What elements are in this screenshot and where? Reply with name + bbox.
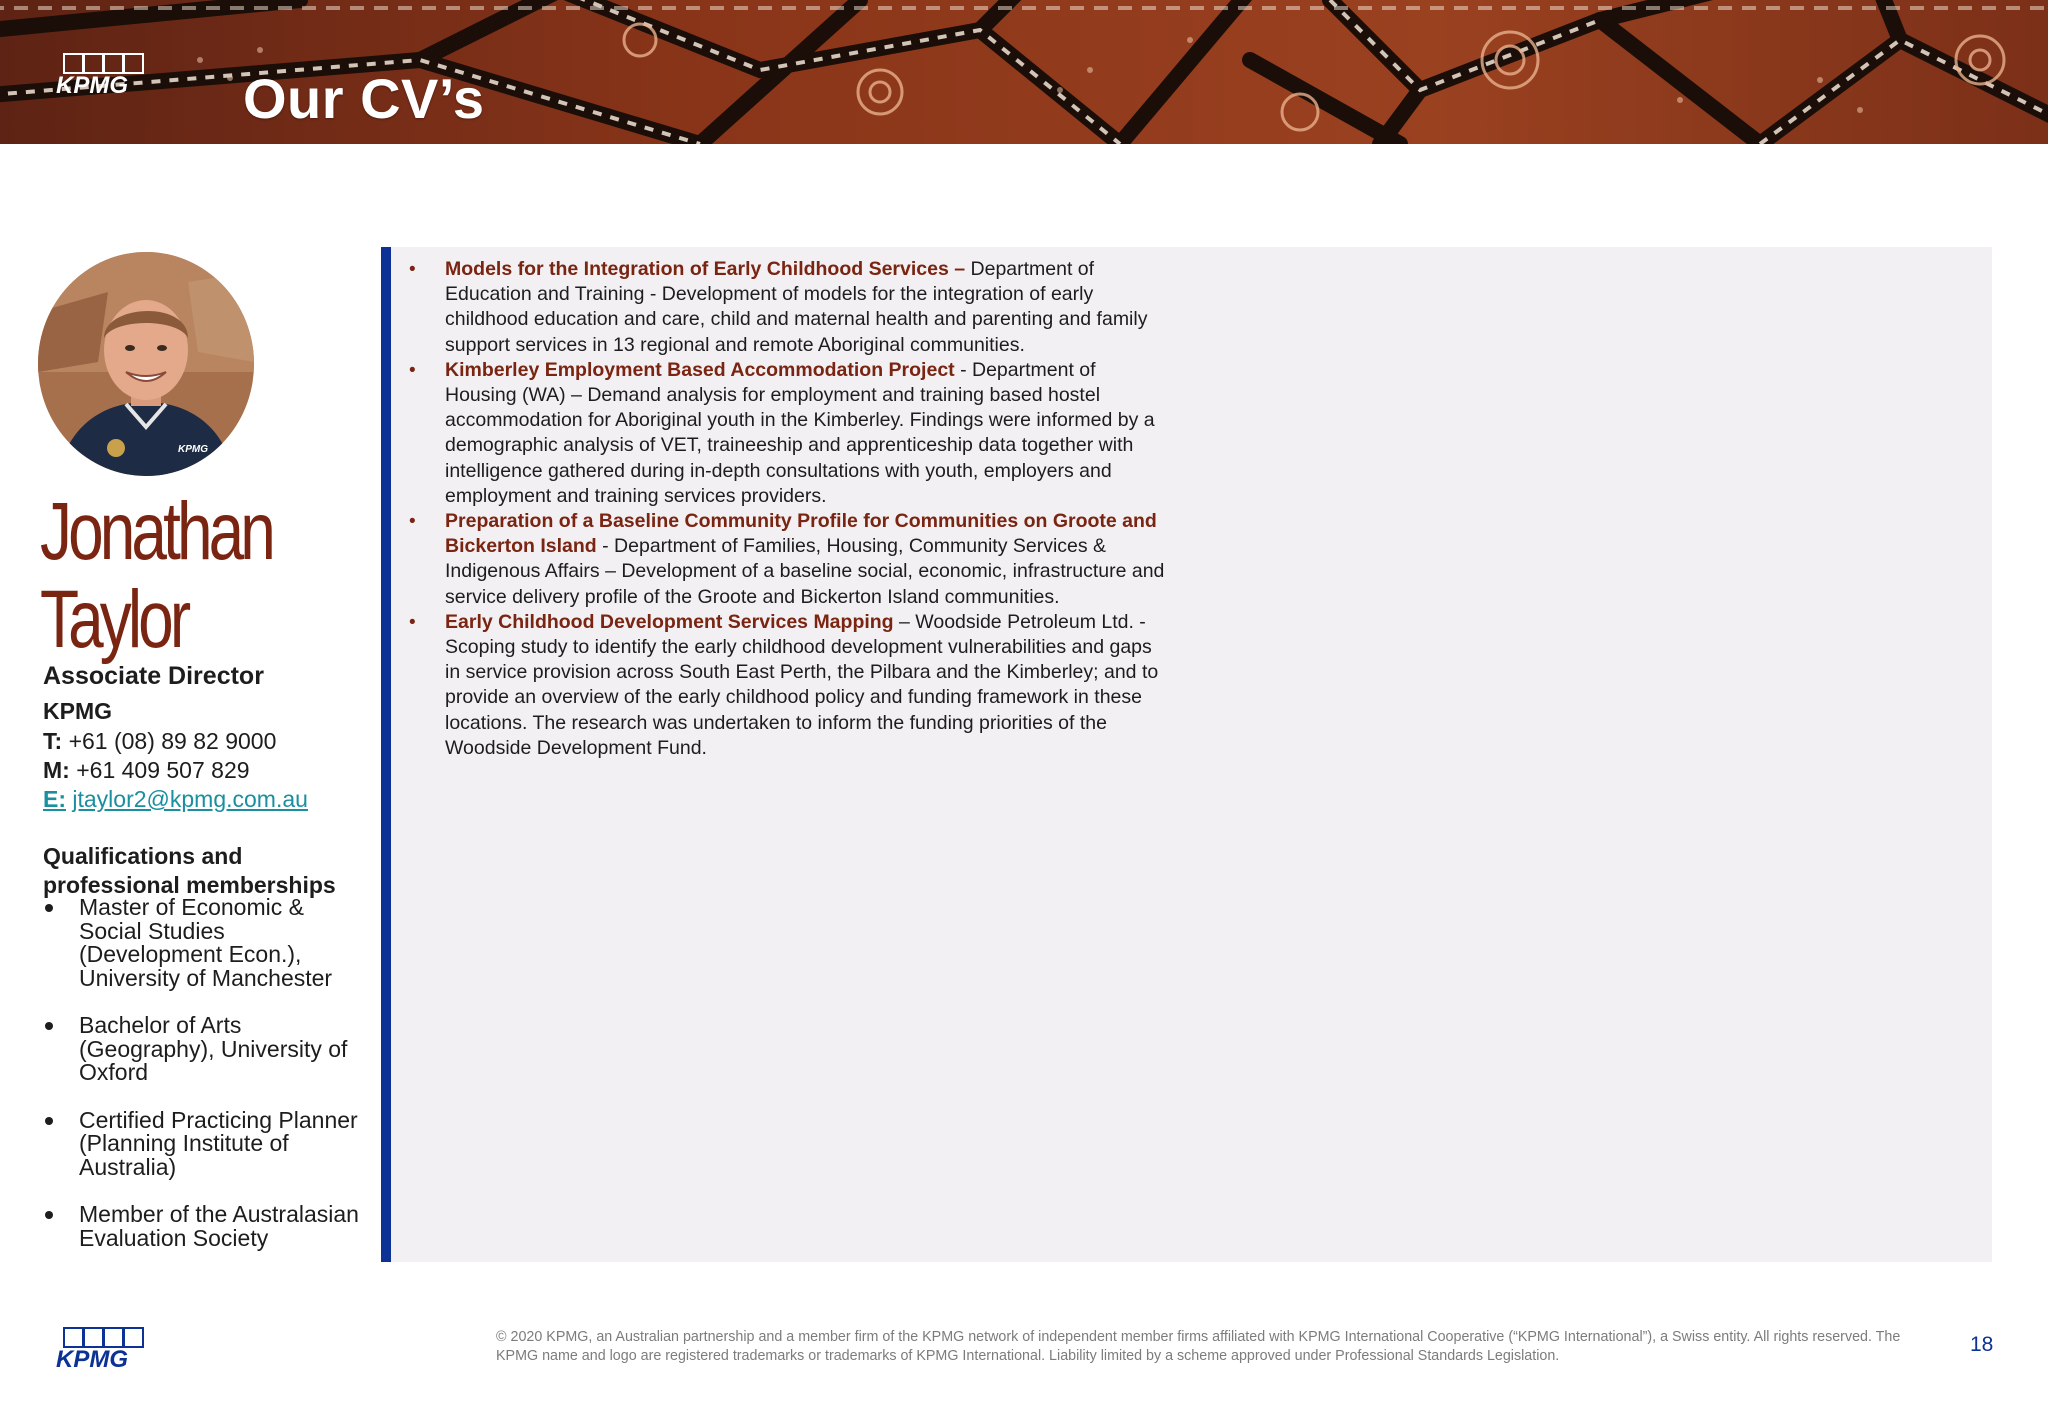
qualifications-heading: Qualifications and professional memberships (43, 843, 336, 898)
phone-label: T: (43, 728, 63, 754)
mobile-label: M: (43, 757, 70, 783)
legal-disclaimer: © 2020 KPMG, an Australian partnership and a member firm of the KPMG network of independent member firms affiliated with KPMG International Cooperative (“KPMG International”), a Swiss entity. All rights reserved. The KPMG name and logo are registered trademarks or trademarks of KPMG International. Liability limited by a scheme approved under Professional Standards Legislation. (496, 1329, 1901, 1364)
qualifications-list (43, 896, 363, 1274)
qualification-item: Bachelor of Arts (Geography), University of Oxford (43, 1014, 363, 1085)
footer-kpmg-logo (54, 1326, 154, 1375)
page-title: Our CV’s (243, 67, 485, 130)
kpmg-logo-text: KPMG (56, 72, 128, 96)
project-description: – Woodside Petroleum Ltd. - Scoping study to identify the early childhood development vulnerabilities and gaps in service provision across South East Perth, the Pilbara and the Kimberley; and to provide an overview of the early childhood policy and funding framework in these locations. The research was undertaken to inform the funding priorities of the Woodside Development Fund. (445, 610, 1159, 759)
page-number: 18 (1970, 1333, 1994, 1356)
header-banner (0, 0, 2048, 144)
project-title: Early Childhood Development Services Mapping (445, 610, 894, 633)
projects-list (409, 257, 1165, 761)
email-label: E: (43, 786, 66, 812)
company-name: KPMG (43, 698, 112, 724)
job-title: Associate Director (43, 662, 264, 690)
email-link[interactable]: jtaylor2@kpmg.com.au (72, 786, 308, 812)
phone-line (43, 728, 276, 755)
svg-text:KPMG: KPMG (178, 444, 208, 455)
email-line (43, 786, 308, 813)
project-item (409, 358, 1165, 509)
mobile-number: +61 409 507 829 (76, 757, 250, 783)
qualification-item: Master of Economic & Social Studies (Development Econ.), University of Manchester (43, 896, 363, 990)
project-description: - Department of Housing (WA) – Demand analysis for employment and training based hostel accommodation for Aboriginal youth in the Kimberley. Findings were informed by a demographic analysis of VET, traineeship and apprenticeship data together with intelligence gathered during in-depth consultations with youth, employers and employment and training services providers. (445, 358, 1155, 507)
project-item (409, 509, 1165, 610)
project-description: Department of Education and Training - Development of models for the integration of early childhood education and care, child and maternal health and parenting and family support services in 13 regional and remote Aboriginal communities. (445, 258, 1148, 356)
project-title: Preparation of a Baseline Community Profile for Communities on Groote and Bickerton Island (445, 510, 1157, 558)
qualification-item: Member of the Australasian Evaluation Society (43, 1203, 363, 1250)
last-name: Taylor (40, 574, 188, 665)
project-item (409, 610, 1165, 761)
project-description: - Department of Families, Housing, Community Services & Indigenous Affairs – Development of a baseline social, economic, infrastructure and service delivery profile of the Groote and Bickerton Island communities. (445, 535, 1165, 608)
footer-logo-text: KPMG (56, 1346, 128, 1370)
project-title: Models for the Integration of Early Childhood Services – (445, 258, 966, 280)
first-name: Jonathan (40, 486, 272, 577)
mobile-line (43, 757, 250, 784)
project-item (409, 257, 1165, 358)
qualification-item: Certified Practicing Planner (Planning Institute of Australia) (43, 1109, 363, 1180)
person-name (40, 488, 272, 664)
profile-photo (38, 252, 254, 476)
project-title: Kimberley Employment Based Accommodation Project (445, 358, 955, 381)
phone-number: +61 (08) 89 82 9000 (68, 728, 277, 754)
